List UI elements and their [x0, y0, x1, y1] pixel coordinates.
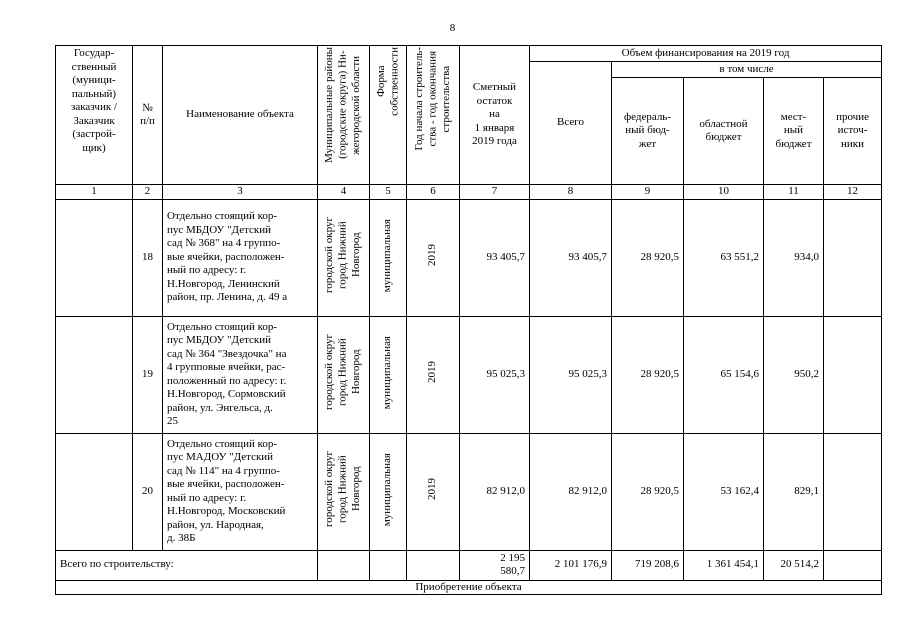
federal: 28 920,5	[612, 199, 684, 316]
regional: 53 162,4	[684, 433, 764, 550]
column-number-row	[56, 185, 882, 200]
year: 2019	[426, 478, 439, 501]
federal: 28 920,5	[612, 316, 684, 433]
row-number: 20	[133, 433, 163, 550]
section-row	[56, 580, 882, 595]
totals-federal: 719 208,6	[612, 550, 684, 580]
ownership: муниципальная	[381, 452, 394, 526]
regional: 63 551,2	[684, 199, 764, 316]
header-federal: федераль- ный бюд- жет	[612, 78, 684, 185]
local: 950,2	[764, 316, 824, 433]
table-row	[56, 433, 882, 550]
row-number: 18	[133, 199, 163, 316]
total: 82 912,0	[530, 433, 612, 550]
page-number: 8	[449, 22, 456, 34]
ownership: муниципальная	[381, 335, 394, 409]
other	[824, 199, 882, 316]
header-estimate: Сметный остаток на 1 января 2019 года	[460, 46, 530, 185]
column-number: 12	[824, 185, 882, 200]
totals-local: 20 514,2	[764, 550, 824, 580]
column-number: 5	[370, 185, 407, 200]
other	[824, 316, 882, 433]
header-years: Год начала строитель- ства - год окончания строительства	[412, 47, 452, 151]
column-number: 9	[612, 185, 684, 200]
local: 934,0	[764, 199, 824, 316]
estimate: 82 912,0	[460, 433, 530, 550]
column-number: 10	[684, 185, 764, 200]
column-number: 4	[318, 185, 370, 200]
district: городской округ город Нижний Новгород	[323, 217, 363, 294]
header-customer: Государ- ственный (муници- пальный) заказчик / Заказчик (застрой- щик)	[56, 46, 133, 185]
federal: 28 920,5	[612, 433, 684, 550]
table-row	[56, 316, 882, 433]
totals-regional: 1 361 454,1	[684, 550, 764, 580]
section-title: Приобретение объекта	[56, 580, 882, 595]
header-local: мест- ный бюджет	[764, 78, 824, 185]
district: городской округ город Нижний Новгород	[323, 451, 363, 528]
totals-estimate: 2 195 580,7	[460, 550, 530, 580]
estimate: 95 025,3	[460, 316, 530, 433]
local: 829,1	[764, 433, 824, 550]
ownership: муниципальная	[381, 218, 394, 292]
total: 95 025,3	[530, 316, 612, 433]
header-financing: Объем финансирования на 2019 год	[530, 46, 882, 62]
header-ownership: Форма собственности	[374, 47, 400, 116]
totals-total: 2 101 176,9	[530, 550, 612, 580]
other	[824, 433, 882, 550]
object-name: Отдельно стоящий кор- пус МБДОУ "Детский сад № 364 "Звездочка" на 4 групповые ячейки, рас- положенный по адресу: г. Н.Новгород, Сормовский район, ул. Энгельса, д. 25	[163, 316, 318, 433]
column-number: 3	[163, 185, 318, 200]
column-number: 8	[530, 185, 612, 200]
header-total: Всего	[530, 62, 612, 185]
estimate: 93 405,7	[460, 199, 530, 316]
column-number: 1	[56, 185, 133, 200]
column-number: 11	[764, 185, 824, 200]
totals-row	[56, 550, 882, 580]
table-row	[56, 199, 882, 316]
header-other: прочие источ- ники	[824, 78, 882, 185]
column-number: 2	[133, 185, 163, 200]
year: 2019	[426, 244, 439, 267]
header-districts: Муниципальные районы (городские округа) Ни- жегородской области	[323, 47, 363, 163]
header-num: № п/п	[133, 46, 163, 185]
column-number: 6	[407, 185, 460, 200]
header-object-name: Наименование объекта	[163, 46, 318, 185]
object-name: Отдельно стоящий кор- пус МАДОУ "Детский сад № 114" на 4 группо- вые ячейки, расположен- ный по адресу: г. Н.Новгород, Московский район, ул. Народная, д. 38Б	[163, 433, 318, 550]
totals-other	[824, 550, 882, 580]
regional: 65 154,6	[684, 316, 764, 433]
total: 93 405,7	[530, 199, 612, 316]
year: 2019	[426, 361, 439, 384]
header-regional: областной бюджет	[684, 78, 764, 185]
object-name: Отдельно стоящий кор- пус МБДОУ "Детский сад № 368" на 4 группо- вые ячейки, расположен- ный по адресу: г. Н.Новгород, Ленинский район, пр. Ленина, д. 49 а	[163, 199, 318, 316]
header-including: в том числе	[612, 62, 882, 78]
totals-label: Всего по строительству:	[56, 550, 318, 580]
district: городской округ город Нижний Новгород	[323, 334, 363, 411]
row-number: 19	[133, 316, 163, 433]
column-number: 7	[460, 185, 530, 200]
financing-table	[55, 45, 882, 595]
